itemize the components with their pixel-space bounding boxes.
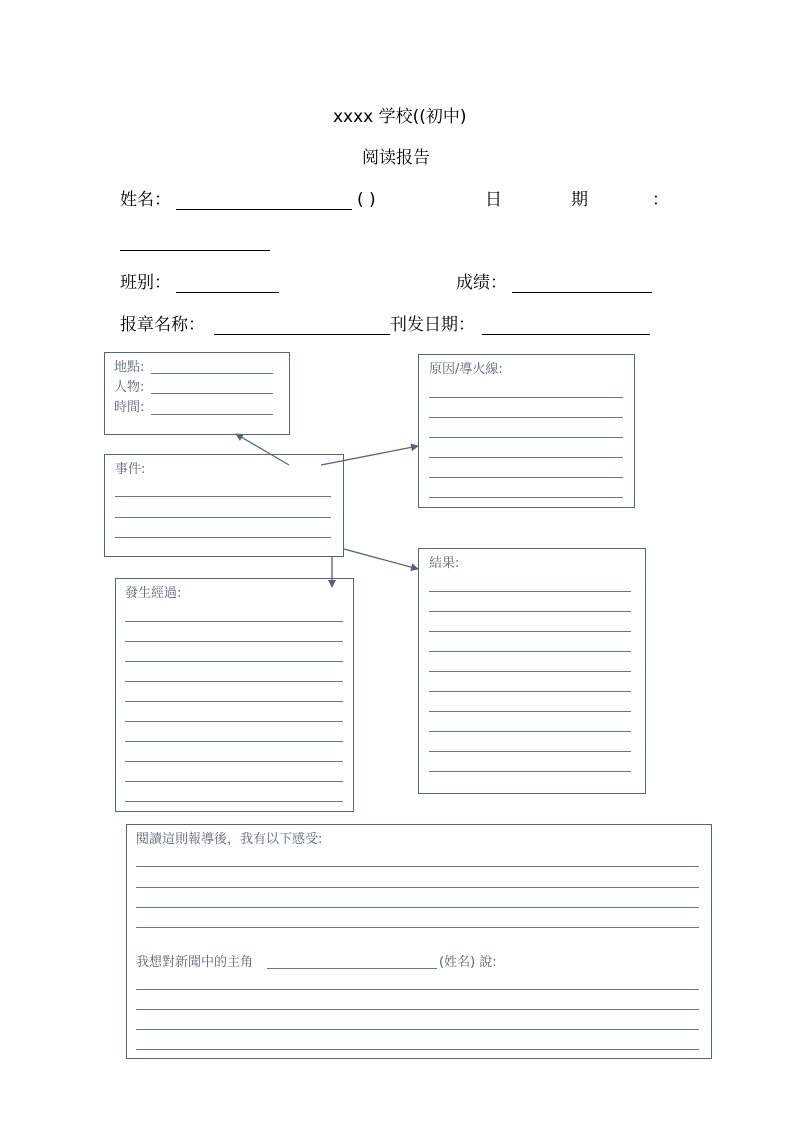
event-label: 事件: (115, 462, 146, 477)
cause-label: 原因/導火線: (429, 362, 503, 377)
report-title: 阅读报告 (362, 148, 430, 168)
arrow-to-result (344, 549, 418, 569)
class-label: 班别： (120, 273, 171, 293)
message-suffix: (姓名) 說: (439, 955, 497, 970)
name-paren: ( ) (357, 190, 376, 210)
process-label: 發生經過: (125, 586, 182, 601)
newspaper-label: 报章名称： (120, 315, 205, 335)
arrow-to-setting (236, 434, 289, 465)
grade-label: 成绩： (456, 273, 507, 293)
date-label-char-2: 期 (571, 190, 588, 210)
publish-date-label: 刊发日期： (390, 315, 475, 335)
name-label: 姓名： (120, 190, 171, 210)
arrow-to-cause (321, 446, 418, 465)
message-prefix: 我想對新聞中的主角 (136, 955, 254, 970)
result-label: 結果: (429, 556, 460, 571)
place-label: 地點: (114, 360, 145, 375)
people-label: 人物: (114, 380, 145, 395)
date-label-colon: ： (652, 190, 669, 210)
time-label: 時間: (114, 400, 145, 415)
school-title: xxxx 学校((初中) (333, 107, 467, 127)
feeling-label: 閱讀這則報導後，我有以下感受: (136, 832, 323, 847)
date-label-char-1: 日 (485, 190, 502, 210)
